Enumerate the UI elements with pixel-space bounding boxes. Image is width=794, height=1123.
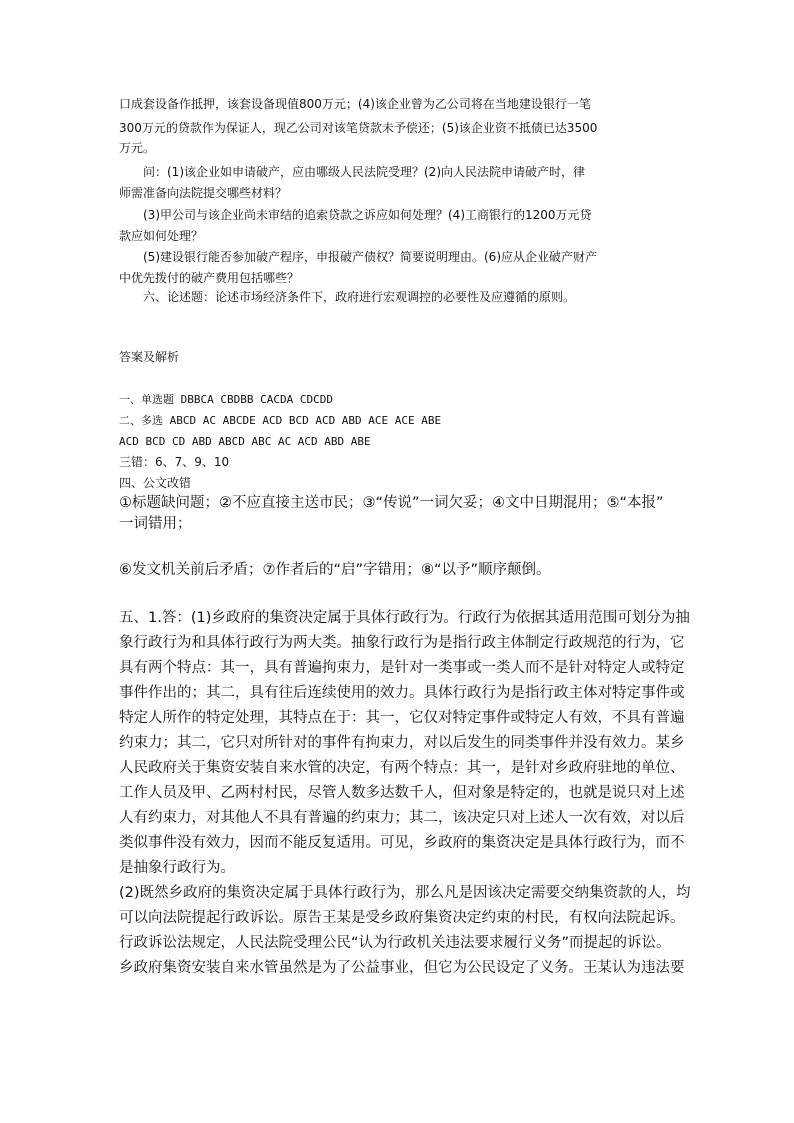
text-line: 乡政府集资安装自来水管虽然是为了公益事业，但它为公民设定了义务。王某认为违法要 — [119, 960, 685, 976]
text-line: 具有两个特点：其一，具有普遍拘束力，是针对一类事或一类人而不是针对特定人或特定 — [119, 660, 685, 676]
text-line: 特定人所作的特定处理，其特点在于：其一，它仅对特定事件或特定人有效，不具有普遍 — [119, 710, 685, 726]
answers-title: 答案及解析 — [119, 350, 180, 364]
text-line: 款应如何处理？ — [119, 229, 204, 243]
text-line: 六、论述题：论述市场经济条件下，政府进行宏观调控的必要性及应遵循的原则。 — [119, 290, 576, 304]
text-line: ⑥发文机关前后矛盾；⑦作者后的“启”字错用；⑧“以予”顺序颠倒。 — [119, 562, 551, 578]
text-line: (2)既然乡政府的集资决定属于具体行政行为，那么凡是因该决定需要交纳集资款的人，均 — [119, 885, 691, 901]
text-line: 类似事件没有效力，因而不能反复适用。可见，乡政府的集资决定是具体行政行为，而不 — [119, 835, 685, 851]
text-line: 口成套设备作抵押，该套设备现值800万元；(4)该企业曾为乙公司将在当地建设银行一笔 — [119, 97, 591, 111]
text-line: 可以向法院提起行政诉讼。原告王某是受乡政府集资决定约束的村民，有权向法院起诉。 — [119, 910, 685, 926]
text-line: 四、公文改错 — [119, 476, 192, 490]
text-line: 是抽象行政行为。 — [119, 860, 235, 876]
text-line: 问：(1)该企业如申请破产，应由哪级人民法院受理？(2)向人民法院申请破产时，律 — [119, 165, 585, 179]
text-line: 工作人员及甲、乙两村村民，尽管人数多达数千人，但对象是特定的，也就是说只对上述 — [119, 785, 685, 801]
text-line: 行政诉讼法规定，人民法院受理公民“认为行政机关违法要求履行义务”而提起的诉讼。 — [119, 935, 671, 951]
text-line: 一、单选题 DBBCA CBDBB CACDA CDCDD — [119, 393, 333, 406]
text-line: ACD BCD CD ABD ABCD ABC AC ACD ABD ABE — [119, 435, 371, 448]
text-line: 事件作出的；其二，具有往后连续使用的效力。具体行政行为是指行政主体对特定事件或 — [119, 685, 685, 701]
text-line: (3)甲公司与该企业尚未审结的追索贷款之诉应如何处理？(4)工商银行的1200万元贷 — [119, 208, 592, 222]
text-line: 一词错用； — [119, 516, 192, 532]
text-line: 人有约束力，对其他人不具有普遍的约束力；其二，该决定只对上述人一次有效，对以后 — [119, 810, 685, 826]
text-line: (5)建设银行能否参加破产程序，申报破产债权？简要说明理由。(6)应从企业破产财产 — [119, 250, 597, 264]
text-line: 人民政府关于集资安装自来水管的决定，有两个特点：其一，是针对乡政府驻地的单位、 — [119, 760, 685, 776]
text-line: 三错：6、7、9、10 — [119, 455, 230, 469]
text-line: 约束力；其二，它只对所针对的事件有拘束力，对以后发生的同类事件并没有效力。某乡 — [119, 735, 685, 751]
text-line: 五、1.答：(1)乡政府的集资决定属于具体行政行为。行政行为依据其适用范围可划分为抽 — [119, 610, 690, 626]
text-line: 万元。 — [119, 141, 156, 155]
text-line: 300万元的贷款作为保证人，现乙公司对该笔贷款未予偿还；(5)该企业资不抵债已达3500 — [119, 121, 598, 135]
text-line: 象行政行为和具体行政行为两大类。抽象行政行为是指行政主体制定行政规范的行为，它 — [119, 635, 685, 651]
text-line: 二、多选 ABCD AC ABCDE ACD BCD ACD ABD ACE ACE ABE — [119, 414, 442, 427]
text-line: ①标题缺问题；②不应直接主送市民；③“传说”一词欠妥；④文中日期混用；⑤“本报” — [119, 495, 664, 511]
text-line: 中优先拨付的破产费用包括哪些？ — [119, 271, 300, 285]
text-line: 师需准备向法院提交哪些材料？ — [119, 186, 288, 200]
